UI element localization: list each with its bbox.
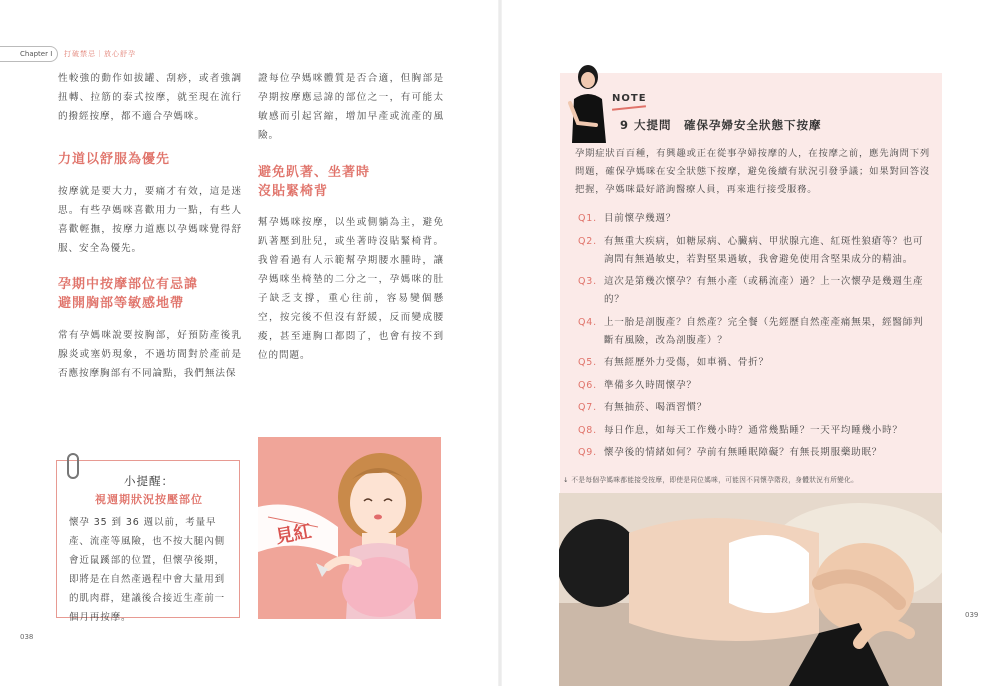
paragraph: 性較強的動作如拔罐、刮痧，或者強調扭轉、拉筋的泰式按摩，就至現在流行的撥經按摩，都不適合孕媽咪。 bbox=[58, 73, 242, 122]
tip-title: 小提醒： bbox=[124, 474, 174, 488]
question-text: 上一胎是剖腹產？自然產？完全餐（先經歷自然產產痛無果，經醫師判斷有風險，改為剖腹產）？ bbox=[604, 316, 924, 346]
paragraph: 證每位孕媽咪體質是否合適，但胸部是孕期按摩應忌諱的部位之一，有可能太敏感而引起宮縮，增加早產或流產的風險。 bbox=[258, 73, 444, 141]
pregnant-woman-illustration bbox=[258, 437, 441, 619]
author-photo bbox=[566, 63, 614, 143]
question-number: Q4. bbox=[578, 316, 597, 328]
section-heading: 孕期中按摩部位有忌諱 bbox=[58, 277, 199, 292]
note-title: 9 大提問 確保孕婦安全狀態下按摩 bbox=[620, 118, 822, 132]
question-text: 這次是第幾次懷孕？有無小產（或稱流產）過？上一次懷孕是幾週生產的？ bbox=[604, 276, 924, 305]
tip-box bbox=[56, 460, 240, 623]
list-item bbox=[578, 273, 930, 309]
photo-svg bbox=[559, 493, 942, 686]
list-item bbox=[578, 210, 930, 228]
list-item bbox=[578, 354, 930, 372]
tip-body: 懷孕 35 到 36 週以前，考量早產、流產等風險，也不按大腿內側會近鼠蹊部的位置，但懷孕後期，即將是在自然產過程中會大量用到的肌肉群，建議後合接近生產前一個月再按摩。 bbox=[69, 517, 226, 623]
section-heading: 避免趴著、坐著時 bbox=[258, 165, 371, 180]
list-item bbox=[578, 377, 930, 395]
question-text: 每日作息，如每天工作幾小時？通常幾點睡？一天平均睡幾小時？ bbox=[604, 424, 903, 436]
question-number: Q5. bbox=[578, 357, 597, 368]
list-item bbox=[578, 399, 930, 417]
question-text: 有無抽菸、喝酒習慣？ bbox=[604, 402, 708, 413]
section-heading: 力道以舒服為優先 bbox=[58, 152, 171, 167]
question-text: 有無經歷外力受傷，如車禍、骨折？ bbox=[604, 357, 769, 368]
massage-photo bbox=[559, 493, 942, 686]
question-number: Q2. bbox=[578, 235, 597, 247]
question-text: 準備多久時間懷孕？ bbox=[604, 379, 697, 391]
illustration-svg bbox=[258, 437, 441, 619]
question-number: Q1. bbox=[578, 213, 597, 224]
question-number: Q9. bbox=[578, 447, 597, 458]
question-text: 目前懷孕幾週？ bbox=[604, 213, 677, 224]
question-number: Q6. bbox=[578, 379, 597, 391]
paragraph: 幫孕媽咪按摩，以坐或側躺為主，避免趴著壓到肚兒，或坐著時沒貼緊椅背。我曾看過有人示範幫孕期腰水腫時，讓孕媽咪坐椅墊的二分之一，孕媽咪的肚子缺乏支撐，重心往前，容易變個懸空，按完後不但沒有舒緩，反而變成腰痠，甚至連胸口都悶了，也會有按不到位的問題。 bbox=[258, 217, 444, 361]
chapter-tab: Chapter I bbox=[0, 46, 58, 62]
photo-caption: ↓ 不是每個孕媽咪都能接受按摩，即使是同位媽咪，可能因不同懷孕階段，身體狀況有所變化。 bbox=[563, 476, 859, 484]
section-heading: 避開胸部等敏感地帶 bbox=[58, 296, 185, 311]
page-number-left: 038 bbox=[20, 633, 34, 641]
question-list bbox=[578, 210, 930, 467]
paragraph: 按摩就是要大力，要痛才有效，這是迷思。有些孕媽咪喜歡用力一點，有些人喜歡輕撫，按摩力道應以孕媽咪覺得舒服、安全為優先。 bbox=[58, 186, 242, 254]
list-item bbox=[578, 233, 930, 269]
page-gutter bbox=[498, 0, 502, 686]
tip-subtitle: 視週期狀況按壓部位 bbox=[95, 493, 203, 506]
left-column-2 bbox=[258, 69, 444, 365]
question-text: 懷孕後的情緒如何？孕前有無睡眠障礙？有無長期服藥助眠？ bbox=[604, 447, 883, 458]
question-number: Q8. bbox=[578, 424, 597, 436]
illustration-label: 見紅 bbox=[274, 521, 314, 548]
list-item bbox=[578, 444, 930, 462]
left-column-1 bbox=[58, 69, 242, 383]
page-number-right: 039 bbox=[965, 611, 979, 619]
question-text: 有無重大疾病，如糖尿病、心臟病、甲狀腺亢進、紅斑性狼瘡等？也可詢問有無過敏史，若對堅果過敏，我會避免使用含堅果成分的精油。 bbox=[604, 235, 924, 265]
question-number: Q3. bbox=[578, 276, 597, 287]
paragraph: 常有孕媽咪說要按胸部，好預防產後乳腺炎或塞奶現象，不過坊間對於產前是否應按摩胸部有不同論點，我們無法保 bbox=[58, 330, 242, 379]
note-intro: 孕期症狀百百種，有興趣或正在從事孕婦按摩的人，在按摩之前，應先詢問下列問題，確保孕媽咪在安全狀態下按摩，避免後續有狀況引發爭議；如果對回答沒把握，孕媽咪最好諮詢醫療人員，再來進行接受服務。 bbox=[575, 148, 930, 195]
question-number: Q7. bbox=[578, 402, 597, 413]
list-item bbox=[578, 314, 930, 350]
section-header: 打破禁忌｜放心舒孕 bbox=[64, 50, 136, 58]
note-label: NOTE bbox=[612, 93, 647, 104]
section-heading: 沒貼緊椅背 bbox=[258, 184, 329, 199]
list-item bbox=[578, 422, 930, 440]
